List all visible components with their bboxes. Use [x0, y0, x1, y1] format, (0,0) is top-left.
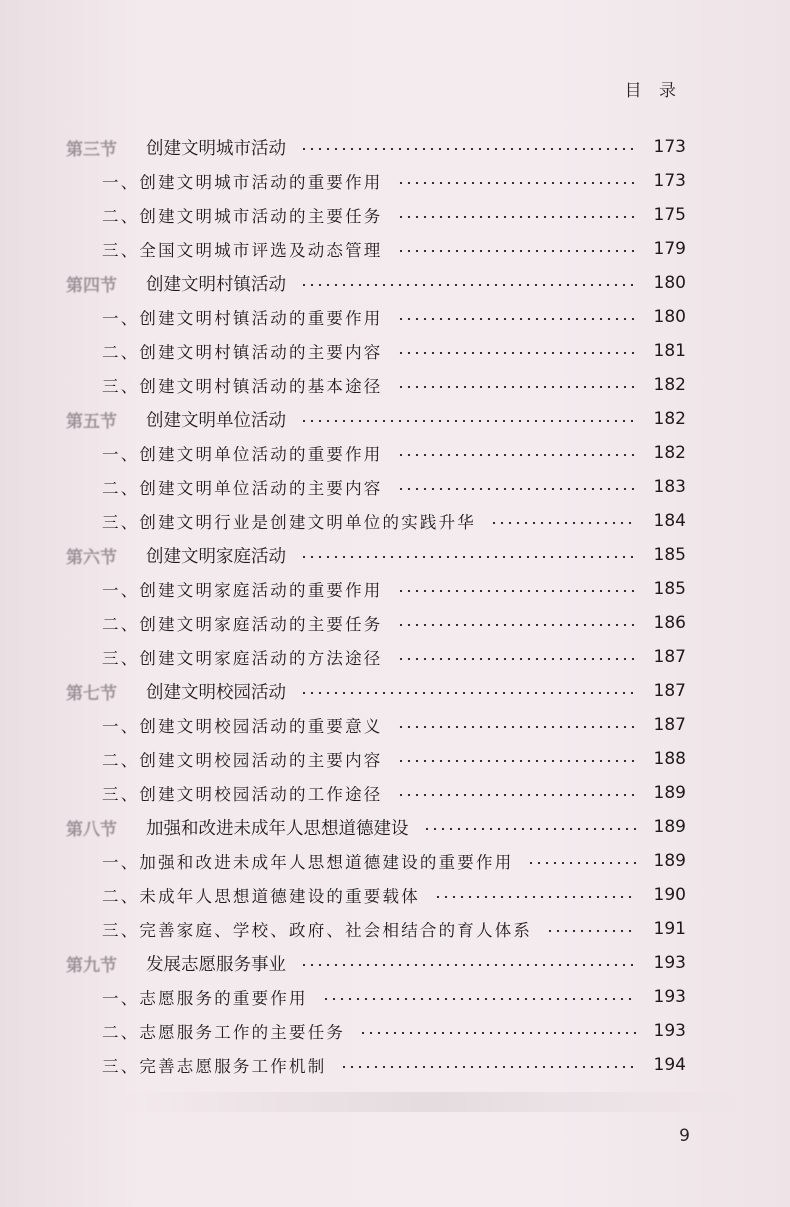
entry-page-number: 180	[653, 273, 686, 293]
entry-title: 三、创建文明村镇活动的基本途径	[102, 377, 383, 396]
dot-leader	[359, 1032, 639, 1034]
dot-leader	[300, 964, 636, 966]
entry-title: 三、创建文明校园活动的工作途径	[102, 785, 383, 804]
toc-section-entry	[0, 538, 790, 572]
entry-title: 二、创建文明校园活动的主要内容	[102, 751, 383, 770]
entry-page-number: 180	[653, 307, 686, 327]
dot-leader	[397, 590, 637, 592]
entry-page-number: 188	[653, 749, 686, 769]
toc-subsection-entry	[0, 368, 790, 402]
entry-title: 三、全国文明城市评选及动态管理	[102, 241, 383, 260]
entry-title: 一、创建文明城市活动的重要作用	[102, 173, 383, 192]
dot-leader	[434, 896, 634, 898]
entry-title: 二、志愿服务工作的主要任务	[102, 1023, 346, 1042]
entry-page-number: 189	[653, 851, 686, 871]
dot-leader	[397, 454, 637, 456]
entry-page-number: 181	[653, 341, 686, 361]
toc-subsection-entry	[0, 504, 790, 538]
dot-leader	[300, 692, 636, 694]
entry-title: 创建文明校园活动	[146, 682, 286, 703]
entry-page-number: 179	[653, 239, 686, 259]
entry-title: 三、完善志愿服务工作机制	[102, 1057, 327, 1076]
entry-title: 三、完善家庭、学校、政府、社会相结合的育人体系	[102, 921, 533, 940]
dot-leader	[397, 352, 637, 354]
toc-subsection-entry	[0, 980, 790, 1014]
toc-subsection-entry	[0, 300, 790, 334]
dot-leader	[340, 1066, 636, 1068]
toc-subsection-entry	[0, 606, 790, 640]
bleed-through-shadow	[120, 1092, 740, 1112]
dot-leader	[546, 930, 634, 932]
entry-title: 创建文明家庭活动	[146, 546, 286, 567]
entry-page-number: 189	[653, 817, 686, 837]
running-head: 目 录	[624, 81, 682, 101]
toc-subsection-entry	[0, 164, 790, 198]
section-number: 第六节	[66, 547, 117, 568]
toc-subsection-entry	[0, 708, 790, 742]
section-number: 第七节	[66, 683, 117, 704]
entry-page-number: 187	[653, 647, 686, 667]
entry-title: 一、创建文明村镇活动的重要作用	[102, 309, 383, 328]
entry-page-number: 191	[653, 919, 686, 939]
entry-page-number: 184	[653, 511, 686, 531]
dot-leader	[397, 760, 637, 762]
dot-leader	[397, 216, 637, 218]
entry-page-number: 190	[653, 885, 686, 905]
dot-leader	[300, 556, 636, 558]
entry-title: 二、创建文明城市活动的主要任务	[102, 207, 383, 226]
dot-leader	[300, 284, 636, 286]
toc-subsection-entry	[0, 572, 790, 606]
entry-page-number: 185	[653, 545, 686, 565]
toc-subsection-entry	[0, 742, 790, 776]
page-number: 9	[679, 1126, 690, 1146]
dot-leader	[397, 250, 637, 252]
entry-title: 创建文明村镇活动	[146, 274, 286, 295]
entry-title: 二、创建文明家庭活动的主要任务	[102, 615, 383, 634]
entry-title: 三、创建文明家庭活动的方法途径	[102, 649, 383, 668]
toc-subsection-entry	[0, 198, 790, 232]
toc-section-entry	[0, 946, 790, 980]
toc-subsection-entry	[0, 334, 790, 368]
dot-leader	[527, 862, 639, 864]
entry-page-number: 175	[653, 205, 686, 225]
toc-section-entry	[0, 810, 790, 844]
entry-page-number: 185	[653, 579, 686, 599]
dot-leader	[322, 998, 634, 1000]
dot-leader	[397, 726, 637, 728]
entry-title: 一、创建文明校园活动的重要意义	[102, 717, 383, 736]
toc-section-entry	[0, 674, 790, 708]
dot-leader	[397, 318, 637, 320]
toc-subsection-entry	[0, 844, 790, 878]
entry-page-number: 182	[653, 375, 686, 395]
entry-page-number: 187	[653, 681, 686, 701]
dot-leader	[397, 624, 637, 626]
entry-page-number: 182	[653, 443, 686, 463]
entry-title: 二、未成年人思想道德建设的重要载体	[102, 887, 420, 906]
entry-title: 二、创建文明单位活动的主要内容	[102, 479, 383, 498]
entry-title: 一、加强和改进未成年人思想道德建设的重要作用	[102, 853, 514, 872]
dot-leader	[423, 828, 639, 830]
section-number: 第八节	[66, 819, 117, 840]
entry-page-number: 173	[653, 171, 686, 191]
toc-subsection-entry	[0, 640, 790, 674]
entry-page-number: 193	[653, 987, 686, 1007]
dot-leader	[397, 386, 637, 388]
entry-page-number: 173	[653, 137, 686, 157]
entry-page-number: 189	[653, 783, 686, 803]
entry-page-number: 186	[653, 613, 686, 633]
section-number: 第三节	[66, 139, 117, 160]
toc-subsection-entry	[0, 436, 790, 470]
entry-title: 创建文明单位活动	[146, 410, 286, 431]
entry-page-number: 182	[653, 409, 686, 429]
toc-subsection-entry	[0, 776, 790, 810]
section-number: 第四节	[66, 275, 117, 296]
dot-leader	[397, 658, 637, 660]
dot-leader	[300, 420, 636, 422]
toc-subsection-entry	[0, 1048, 790, 1082]
dot-leader	[397, 488, 637, 490]
toc-section-entry	[0, 402, 790, 436]
dot-leader	[397, 182, 637, 184]
entry-title: 发展志愿服务事业	[146, 954, 286, 975]
entry-page-number: 193	[653, 1021, 686, 1041]
entry-page-number: 183	[653, 477, 686, 497]
toc-section-entry	[0, 266, 790, 300]
dot-leader	[397, 794, 637, 796]
entry-page-number: 193	[653, 953, 686, 973]
toc-subsection-entry	[0, 470, 790, 504]
section-number: 第九节	[66, 955, 117, 976]
entry-page-number: 194	[653, 1055, 686, 1075]
dot-leader	[300, 148, 636, 150]
entry-title: 加强和改进未成年人思想道德建设	[146, 818, 409, 839]
toc-subsection-entry	[0, 912, 790, 946]
entry-page-number: 187	[653, 715, 686, 735]
toc-subsection-entry	[0, 232, 790, 266]
dot-leader	[490, 522, 634, 524]
entry-title: 创建文明城市活动	[146, 138, 286, 159]
toc-subsection-entry	[0, 878, 790, 912]
entry-title: 一、志愿服务的重要作用	[102, 989, 308, 1008]
entry-title: 一、创建文明家庭活动的重要作用	[102, 581, 383, 600]
entry-title: 二、创建文明村镇活动的主要内容	[102, 343, 383, 362]
toc-section-entry	[0, 130, 790, 164]
entry-title: 一、创建文明单位活动的重要作用	[102, 445, 383, 464]
toc-subsection-entry	[0, 1014, 790, 1048]
entry-title: 三、创建文明行业是创建文明单位的实践升华	[102, 513, 476, 532]
section-number: 第五节	[66, 411, 117, 432]
